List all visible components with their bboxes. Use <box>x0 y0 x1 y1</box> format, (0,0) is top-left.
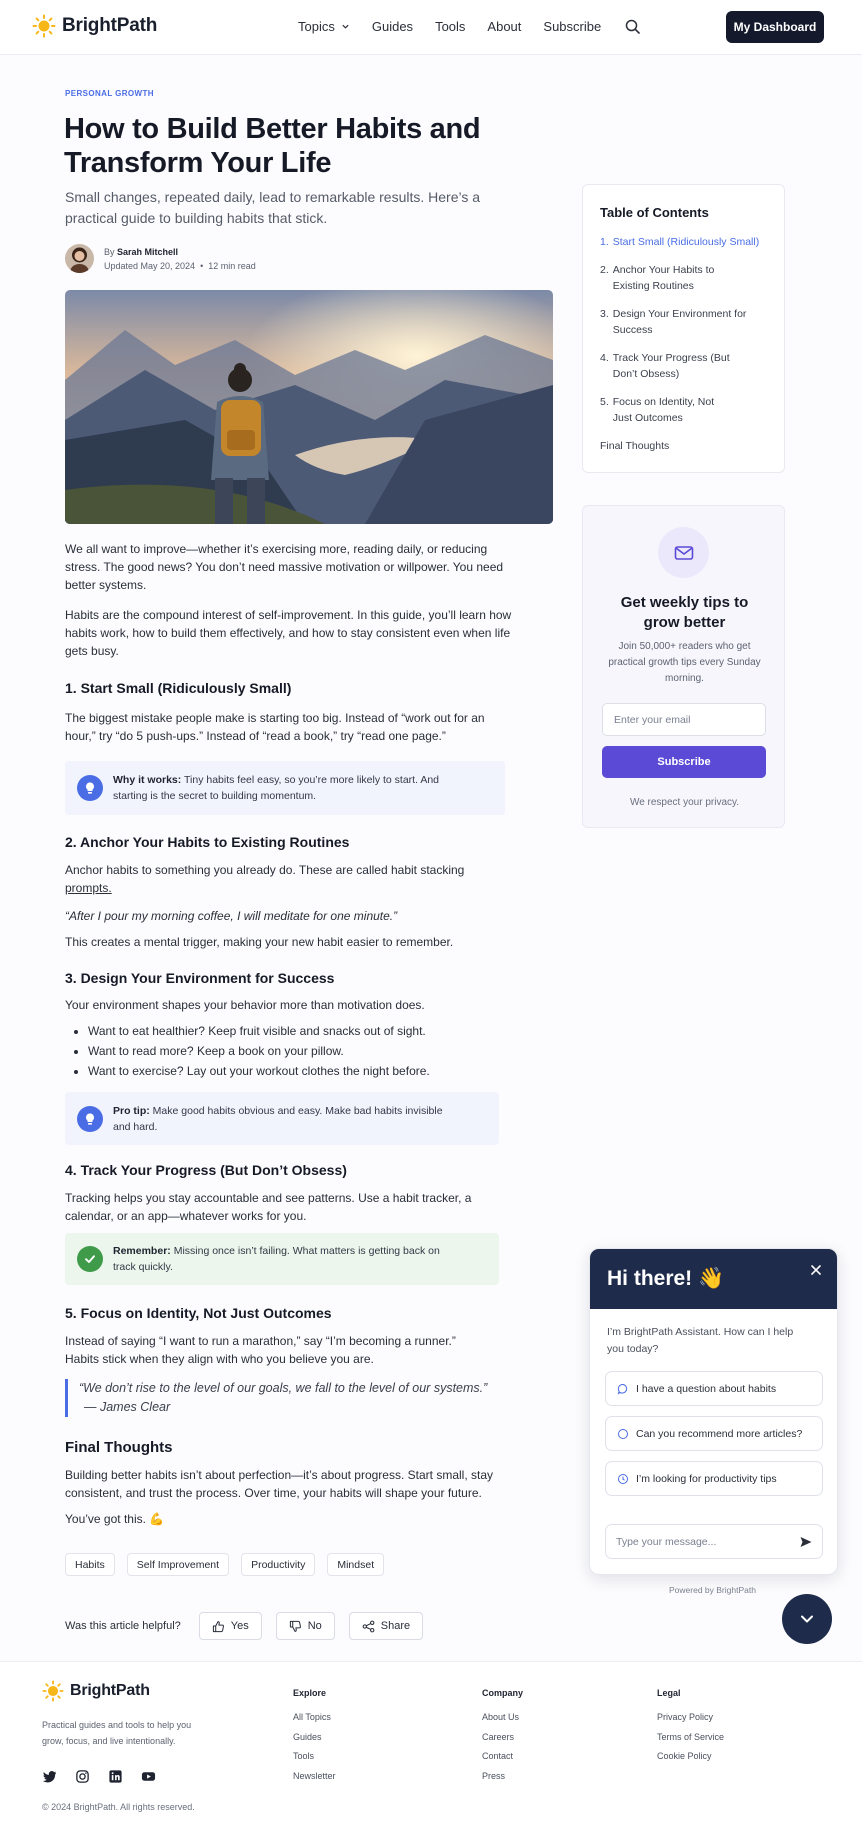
toc-title: Table of Contents <box>600 205 709 220</box>
toc-number: 4. <box>600 352 609 364</box>
toc-label: Focus on Identity, Not Just Outcomes <box>612 396 715 424</box>
section-5-heading: 5. Focus on Identity, Not Just Outcomes <box>65 1305 332 1321</box>
section-2-heading: 2. Anchor Your Habits to Existing Routines <box>65 834 350 850</box>
callout-label: Pro tip: <box>113 1104 150 1117</box>
callout-body: Missing once isn’t failing. What matters is getting back on track quickly. <box>113 1245 440 1273</box>
list-item: • Want to eat healthier? Keep fruit visible and snacks out of sight. <box>88 1021 430 1041</box>
footer-legal-title: Legal <box>657 1688 681 1698</box>
callout-text <box>113 1103 453 1135</box>
read-time: 12 min read <box>208 260 256 271</box>
footer-link-terms[interactable]: Terms of Service <box>657 1731 725 1742</box>
search-icon[interactable] <box>624 18 642 36</box>
toc-item-anchor-habits[interactable] <box>600 262 767 294</box>
section-4-body: Tracking helps you stay accountable and see patterns. Use a habit tracker, a calendar, or an app—whatever works for you. <box>65 1191 472 1223</box>
social-links <box>42 1769 156 1784</box>
mail-icon <box>658 527 709 578</box>
section-2-body <box>65 861 485 897</box>
updated-date: Updated May 20, 2024 <box>104 260 196 271</box>
article-title: How to Build Better Habits and Transform Your Life <box>64 113 481 179</box>
toc-label: Track Your Progress (But Don’t Obsess) <box>612 352 730 380</box>
send-icon[interactable] <box>799 1535 813 1549</box>
my-dashboard-button[interactable]: My Dashboard <box>726 11 824 43</box>
tag-productivity[interactable]: Productivity <box>241 1553 315 1576</box>
callout-label: Why it works: <box>113 774 182 786</box>
clock-icon <box>617 1473 629 1485</box>
footer-company-title: Company <box>482 1688 524 1698</box>
youtube-icon[interactable] <box>141 1769 156 1784</box>
chip-label: Can you recommend more articles? <box>636 1427 803 1440</box>
toc-label: Final Thoughts <box>600 440 670 452</box>
helpful-question: Was this article helpful? <box>65 1620 181 1632</box>
table-of-contents <box>582 184 785 473</box>
nav-about[interactable]: About <box>487 19 522 34</box>
list-item: • Want to read more? Keep a book on your pillow. <box>88 1041 430 1061</box>
intro-paragraph-2: Habits are the compound interest of self-improvement. In this guide, you’ll learn how habits work, how to build them effectively, and how to stay consistent even when life gets busy. <box>65 608 512 658</box>
footer-link-privacy-policy[interactable]: Privacy Policy <box>657 1712 714 1722</box>
section-2-followup: This creates a mental trigger, making your new habit easier to remember. <box>65 935 454 949</box>
newsletter-title-text: Get weekly tips to grow better <box>620 594 749 631</box>
footer-company <box>482 1688 523 1790</box>
callout-text <box>113 1243 463 1275</box>
thumbs-down-icon <box>289 1620 302 1633</box>
section-5-body: Instead of saying “I want to run a marathon,” say “I’m becoming a runner.” Habits stick when they align with who you believe you are. <box>65 1334 456 1366</box>
footer-link-tools[interactable]: Tools <box>293 1751 315 1761</box>
callout-label: Remember: <box>113 1245 171 1257</box>
chat-toggle-button[interactable] <box>782 1594 832 1644</box>
footer-link-press[interactable]: Press <box>482 1770 506 1781</box>
brand-name: BrightPath <box>62 15 158 36</box>
sun-icon <box>42 1680 64 1702</box>
toc-item-track-progress[interactable] <box>600 350 767 382</box>
chevron-down-icon <box>798 1610 816 1628</box>
quote-author: — James Clear <box>84 1400 171 1414</box>
tag-habits[interactable]: Habits <box>65 1553 115 1576</box>
toc-number: 5. <box>600 396 609 408</box>
prompts-link[interactable]: prompts. <box>65 881 112 895</box>
chat-greeting: Hi there! 👋 <box>607 1267 725 1290</box>
intro-paragraph-1: We all want to improve—whether it’s exercising more, reading daily, or reducing stress. The good news? You don’t need massive motivation or willpower. You need better systems. <box>65 542 504 592</box>
author-meta <box>104 245 256 273</box>
newsletter-card <box>582 505 785 828</box>
section-3-body: Your environment shapes your behavior more than motivation does. <box>65 998 425 1012</box>
yes-button[interactable] <box>199 1612 262 1640</box>
author-name[interactable]: Sarah Mitchell <box>117 246 179 257</box>
share-icon <box>362 1620 375 1633</box>
toc-label: Anchor Your Habits to Existing Routines <box>612 264 715 292</box>
meta-separator: • <box>200 260 204 271</box>
toc-number: 1. <box>600 236 609 248</box>
lightbulb-icon <box>77 1106 103 1132</box>
close-icon[interactable] <box>809 1263 823 1277</box>
callout-text <box>113 772 473 804</box>
nav-topics-label: Topics <box>298 19 335 34</box>
powered-by: Powered by BrightPath <box>669 1585 756 1595</box>
chat-message-input[interactable] <box>605 1524 823 1559</box>
chat-widget <box>589 1248 838 1575</box>
chip-label: I have a question about habits <box>636 1382 777 1395</box>
footer-explore-title: Explore <box>293 1688 327 1698</box>
toc-item-start-small[interactable] <box>600 234 767 250</box>
closing-line: You’ve got this. 💪 <box>65 1512 165 1526</box>
main-nav <box>298 19 601 34</box>
remember-callout <box>65 1233 499 1285</box>
footer-brand-logo[interactable] <box>42 1680 150 1702</box>
chevron-down-icon <box>341 22 350 31</box>
newsletter-subscribe-button[interactable]: Subscribe <box>602 746 766 778</box>
site-header <box>0 0 862 55</box>
newsletter-subtitle: Join 50,000+ readers who get practical growth tips every Sunday morning. <box>608 641 761 684</box>
section-1-heading: 1. Start Small (Ridiculously Small) <box>65 680 292 696</box>
instagram-icon[interactable] <box>75 1769 90 1784</box>
james-clear-quote <box>65 1379 505 1417</box>
by-label: By <box>104 246 115 257</box>
footer-link-all-topics[interactable]: All Topics <box>293 1712 331 1722</box>
why-it-works-callout <box>65 761 505 815</box>
section-3-heading: 3. Design Your Environment for Success <box>65 970 335 986</box>
section-4-heading: 4. Track Your Progress (But Don’t Obsess) <box>65 1162 347 1178</box>
nav-guides[interactable]: Guides <box>371 19 414 34</box>
callout-body: Tiny habits feel easy, so you’re more likely to start. And starting is the secret to building momentum. <box>113 774 440 802</box>
sun-icon <box>32 14 56 38</box>
no-label: No <box>307 1620 322 1632</box>
brand-logo[interactable] <box>32 14 157 38</box>
chat-chip-recommend-articles[interactable] <box>605 1416 823 1451</box>
chat-bubble-icon <box>617 1383 629 1395</box>
chat-header <box>590 1249 837 1309</box>
toc-item-design-environment[interactable] <box>600 306 767 338</box>
footer-link-about-us[interactable]: About Us <box>482 1712 520 1722</box>
site-footer <box>0 1661 862 1824</box>
article-tags <box>65 1553 384 1576</box>
article-subtitle: Small changes, repeated daily, lead to remarkable results. Here’s a practical guide to building habits that stick. <box>65 189 481 226</box>
toc-label: Design Your Environment for Success <box>612 308 747 336</box>
chat-input-placeholder: Type your message... <box>616 1535 717 1548</box>
article-feedback <box>65 1612 423 1640</box>
list-item: • Want to exercise? Lay out your workout clothes the night before. <box>88 1061 430 1081</box>
pro-tip-callout <box>65 1092 499 1145</box>
footer-description: Practical guides and tools to help you grow, focus, and live intentionally. <box>42 1720 192 1746</box>
linkedin-icon[interactable] <box>108 1769 123 1784</box>
chip-label: I’m looking for productivity tips <box>636 1472 777 1485</box>
nav-topics[interactable] <box>298 19 350 34</box>
footer-link-contact[interactable]: Contact <box>482 1751 514 1761</box>
twitter-icon[interactable] <box>42 1769 57 1784</box>
callout-body: Make good habits obvious and easy. Make bad habits invisible and hard. <box>113 1104 443 1133</box>
author-avatar <box>65 244 94 273</box>
newsletter-title <box>583 593 786 633</box>
share-label: Share <box>380 1620 411 1632</box>
copyright: © 2024 BrightPath. All rights reserved. <box>42 1802 195 1812</box>
email-input[interactable]: Enter your email <box>602 703 766 736</box>
footer-link-careers[interactable]: Careers <box>482 1731 515 1742</box>
check-icon <box>77 1246 103 1272</box>
environment-tips-list <box>88 1021 430 1081</box>
lightbulb-icon <box>77 775 103 801</box>
footer-brand-name: BrightPath <box>70 1682 150 1699</box>
final-thoughts-heading: Final Thoughts <box>65 1439 173 1456</box>
chat-intro: I’m BrightPath Assistant. How can I help you today? <box>607 1326 794 1355</box>
toc-number: 3. <box>600 308 609 320</box>
toc-label: Start Small (Ridiculously Small) <box>612 236 760 248</box>
footer-link-guides[interactable]: Guides <box>293 1731 322 1742</box>
section-1-body: The biggest mistake people make is starting too big. Instead of “work out for an hour,” try “do 5 push-ups.” Instead of “read a book,” try “read one page.” <box>65 711 485 743</box>
footer-explore <box>293 1688 336 1790</box>
toc-number: 2. <box>600 264 609 276</box>
footer-link-cookie-policy[interactable]: Cookie Policy <box>657 1751 712 1761</box>
article-category[interactable]: PERSONAL GROWTH <box>65 89 154 98</box>
quote-text: “We don’t rise to the level of our goals, we fall to the level of our systems.” <box>79 1381 488 1395</box>
tag-self-improvement[interactable]: Self Improvement <box>127 1553 229 1576</box>
privacy-note: We respect your privacy. <box>629 797 740 808</box>
chat-chip-productivity-tips[interactable] <box>605 1461 823 1496</box>
author-byline <box>65 244 256 273</box>
section-2-text: Anchor habits to something you already do. These are called habit stacking <box>65 863 465 877</box>
hero-image <box>65 290 553 524</box>
footer-link-newsletter[interactable]: Newsletter <box>293 1770 336 1781</box>
final-thoughts-body: Building better habits isn’t about perfection—it’s about progress. Start small, stay consistent, and trust the process. Over time, your habits will shape your future. <box>65 1468 493 1500</box>
share-button[interactable] <box>349 1612 423 1640</box>
footer-legal <box>657 1688 724 1771</box>
tag-mindset[interactable]: Mindset <box>327 1553 384 1576</box>
toc-item-final-thoughts[interactable] <box>600 438 767 454</box>
chat-chip-habits-question[interactable] <box>605 1371 823 1406</box>
habit-stack-example: “After I pour my morning coffee, I will meditate for one minute.” <box>65 909 398 923</box>
circle-icon <box>617 1428 629 1440</box>
nav-tools[interactable]: Tools <box>435 19 466 34</box>
yes-label: Yes <box>230 1620 249 1632</box>
thumbs-up-icon <box>212 1620 225 1633</box>
no-button[interactable] <box>276 1612 335 1640</box>
toc-item-focus-identity[interactable] <box>600 394 767 426</box>
nav-subscribe[interactable]: Subscribe <box>543 19 602 34</box>
